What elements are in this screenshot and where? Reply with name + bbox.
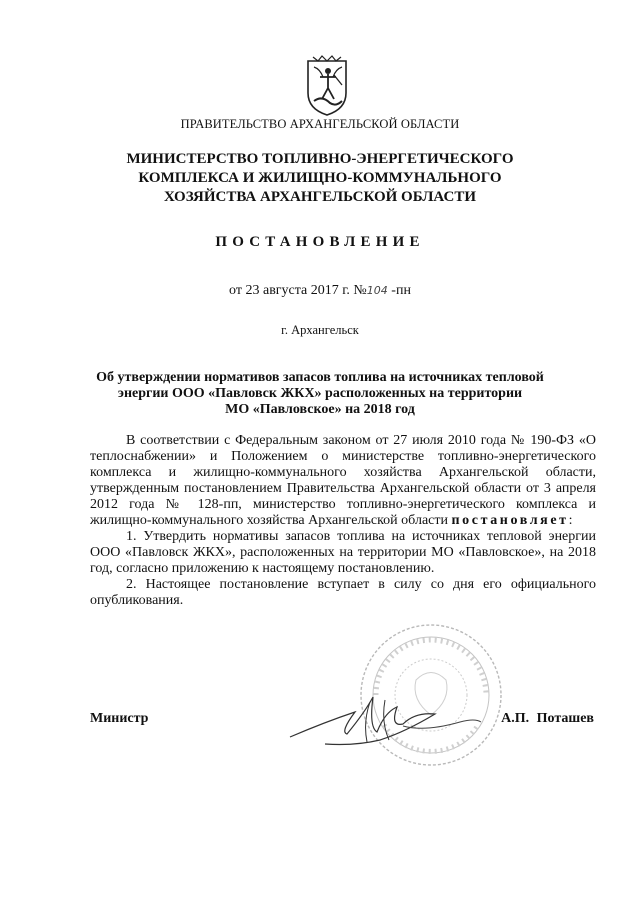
ministry-name-line: КОМПЛЕКСА И ЖИЛИЩНО-КОММУНАЛЬНОГО [138, 170, 502, 186]
ministry-name-line: ХОЗЯЙСТВА АРХАНГЕЛЬСКОЙ ОБЛАСТИ [163, 189, 477, 205]
ministry-name-line: МИНИСТЕРСТВО ТОПЛИВНО-ЭНЕРГЕТИЧЕСКОГО [126, 151, 514, 167]
coat-of-arms-icon [304, 55, 350, 117]
document-body [90, 433, 596, 609]
preamble-text: В соответствии с Федеральным законом от 27 июля 2010 года № 190-ФЗ «О теплоснабжении» и Положением о министерстве топливно-энергетического комплекса и жилищно-коммунального хозяйства Архангельской области, утвержденным постановлением Правительства Архангельской области от 3 апреля 2012 года № 128-пп, министерство топливно-энергетического комплекса и жилищно-коммунального хозяйства Архангельской области [90, 433, 596, 528]
ministry-name [0, 150, 640, 207]
number-suffix: -пн [387, 283, 411, 298]
decree-word: постановляет [451, 513, 569, 528]
document-number: 104 [366, 284, 388, 297]
signatory-title: Министр [90, 711, 149, 726]
document-type: ПОСТАНОВЛЕНИЕ [215, 234, 425, 250]
subject-line: МО «Павловское» на 2018 год [225, 402, 415, 417]
signatory-name: А.П. Поташев [501, 711, 594, 726]
document-date-number [0, 283, 640, 299]
item-2: 2. Настоящее постановление вступает в силу со дня его официального опубликования. [90, 577, 596, 608]
preamble-paragraph [90, 433, 596, 529]
subject-line: Об утверждении нормативов запасов топлива на источниках тепловой [96, 370, 544, 385]
decree-colon: : [568, 513, 573, 528]
government-name: ПРАВИТЕЛЬСТВО АРХАНГЕЛЬСКОЙ ОБЛАСТИ [180, 117, 460, 131]
date-prefix: от 23 августа 2017 г. № [229, 283, 367, 298]
document-subject [0, 370, 640, 418]
handwritten-signature-icon [285, 682, 485, 752]
item-1: 1. Утвердить нормативы запасов топлива на источниках тепловой энергии ООО «Павловск ЖКХ», расположенных на территории МО «Павловское», на 2018 год, согласно приложению к настоящему постановлению. [90, 529, 596, 576]
document-city: г. Архангельск [281, 323, 359, 337]
subject-line: энергии ООО «Павловск ЖКХ» расположенных на территории [117, 386, 523, 401]
